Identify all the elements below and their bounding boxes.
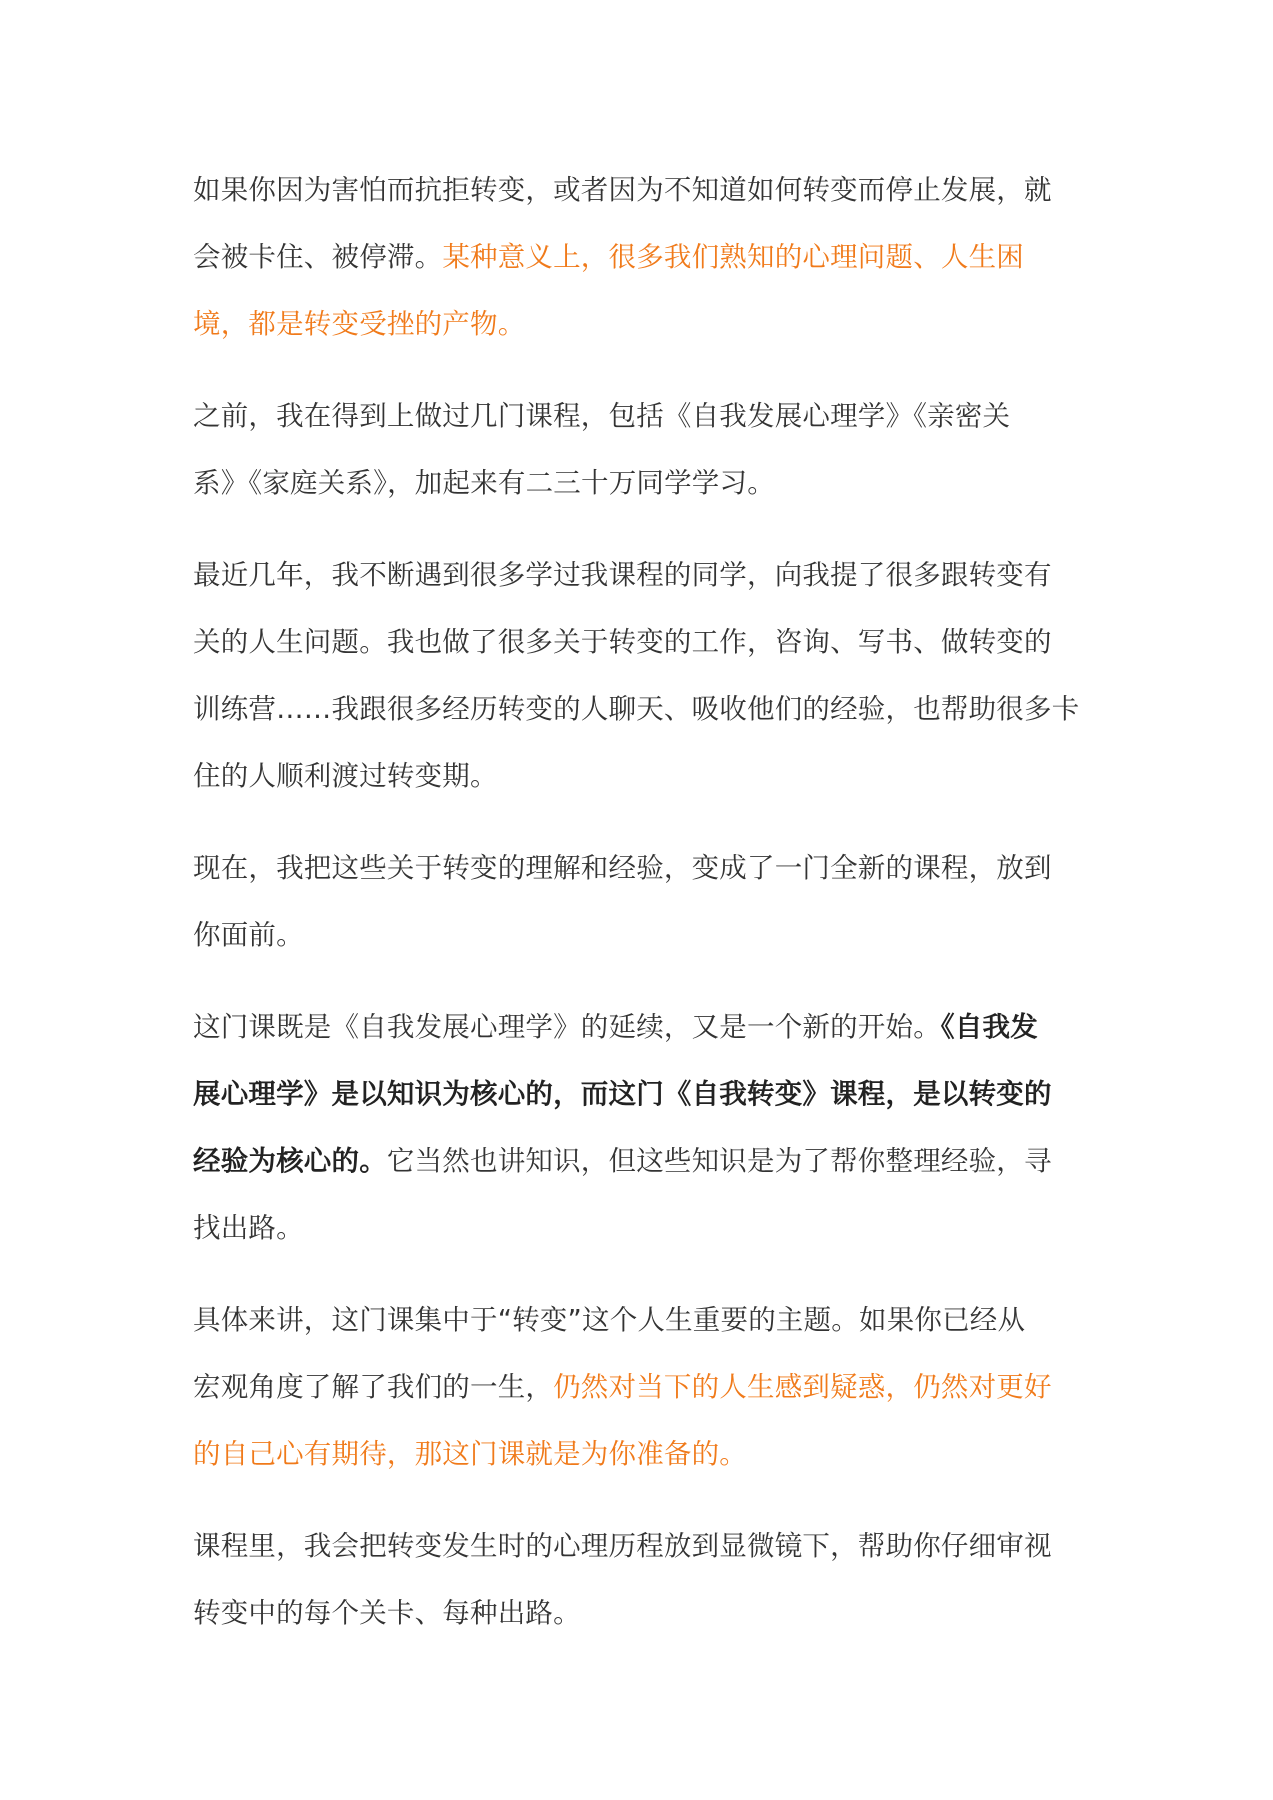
text-run: 宏观角度了解了我们的一生， [193,1371,554,1403]
text-run: 之前，我在得到上做过几门课程，包括《自我发展心理学》《亲密关 [193,400,1011,432]
paragraph-5 [193,994,1093,1262]
text-line [193,835,1093,902]
text-line [193,1287,1093,1354]
text-run: 课程里，我会把转变发生时的心理历程放到显微镜下，帮助你仔细审视 [193,1530,1052,1562]
article-body [193,157,1093,1672]
paragraph-1 [193,157,1093,358]
text-line [193,1421,1093,1488]
text-run: 找出路。 [193,1212,304,1244]
text-line [193,1061,1093,1128]
bold-text: 展心理学》是以知识为核心的，而这门《自我转变》课程，是以转变的 [193,1078,1052,1110]
text-line [193,450,1093,517]
text-line [193,994,1093,1061]
text-run: 现在，我把这些关于转变的理解和经验，变成了一门全新的课程，放到 [193,852,1052,884]
paragraph-3 [193,542,1093,810]
text-line [193,542,1093,609]
text-run: 住的人顺利渡过转变期。 [193,760,498,792]
text-run: 具体来讲，这门课集中于“转变”这个人生重要的主题。如果你已经从 [193,1304,1026,1336]
text-run: 它当然也讲知识，但这些知识是为了帮你整理经验，寻 [386,1145,1052,1177]
text-line [193,1354,1093,1421]
paragraph-6 [193,1287,1093,1488]
text-line [193,743,1093,810]
text-line [193,1513,1093,1580]
text-run: 转变中的每个关卡、每种出路。 [193,1597,581,1629]
highlighted-text: 仍然对当下的人生感到疑惑，仍然对更好 [553,1371,1052,1403]
text-run: 你面前。 [193,919,304,951]
text-line [193,224,1093,291]
text-line [193,383,1093,450]
text-run: 会被卡住、被停滞。 [193,241,443,273]
text-run: 训练营……我跟很多经历转变的人聊天、吸收他们的经验，也帮助很多卡 [193,693,1080,725]
text-line [193,902,1093,969]
highlighted-text: 的自己心有期待，那这门课就是为你准备的。 [193,1438,747,1470]
text-run: 最近几年，我不断遇到很多学过我课程的同学，向我提了很多跟转变有 [193,559,1052,591]
text-line [193,609,1093,676]
text-run: 关的人生问题。我也做了很多关于转变的工作，咨询、写书、做转变的 [193,626,1052,658]
text-run: 如果你因为害怕而抗拒转变，或者因为不知道如何转变而停止发展，就 [193,174,1052,206]
highlighted-text: 某种意义上，很多我们熟知的心理问题、人生困 [442,241,1025,273]
text-line [193,291,1093,358]
paragraph-2 [193,383,1093,517]
text-line [193,676,1093,743]
highlighted-text: 境，都是转变受挫的产物。 [193,308,526,340]
paragraph-7 [193,1513,1093,1647]
text-line [193,1128,1093,1195]
bold-text: 经验为核心的。 [193,1145,387,1177]
text-line [193,157,1093,224]
bold-text: 《自我发 [940,1011,1038,1043]
text-line [193,1580,1093,1647]
text-run: 这门课既是《自我发展心理学》的延续，又是一个新的开始。 [193,1011,941,1043]
text-run: 系》《家庭关系》，加起来有二三十万同学学习。 [193,467,775,499]
paragraph-4 [193,835,1093,969]
text-line [193,1195,1093,1262]
